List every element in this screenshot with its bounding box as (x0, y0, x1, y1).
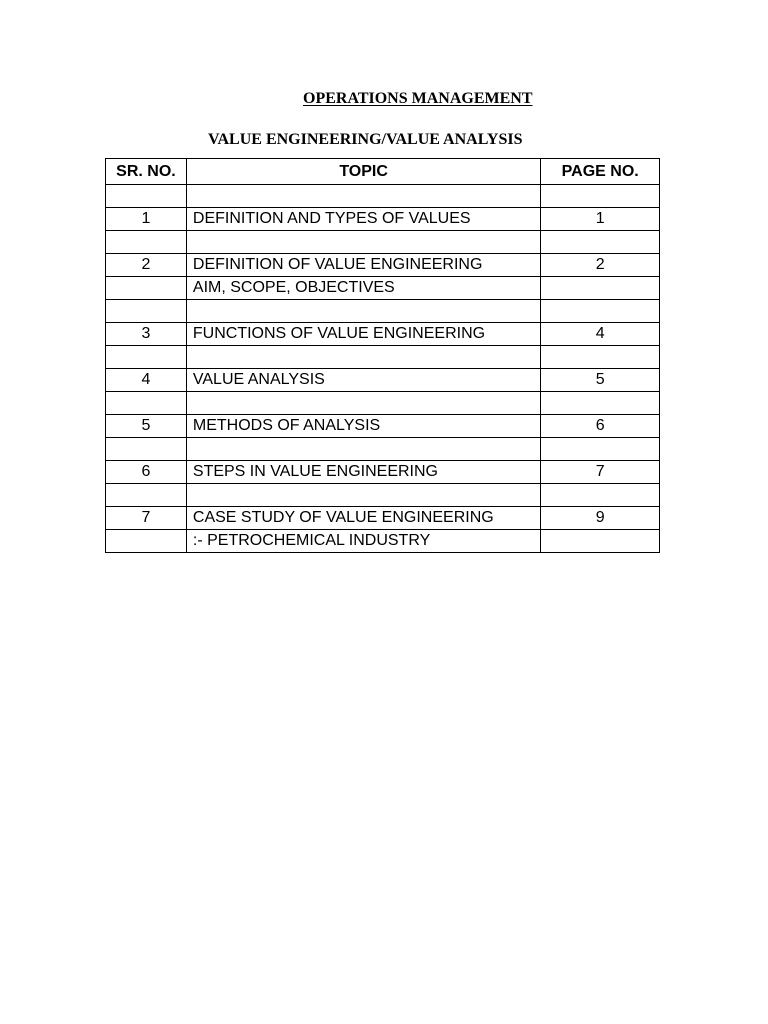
row-sr-no-cell: 7 (106, 507, 187, 530)
row-topic-cell: :- PETROCHEMICAL INDUSTRY (186, 530, 540, 553)
row-sr-no-cell: 5 (106, 415, 187, 438)
table-row (106, 507, 660, 530)
row-sr-no-cell (106, 346, 187, 369)
row-sr-no-cell: 3 (106, 323, 187, 346)
row-page-no-cell: 1 (541, 208, 660, 231)
row-page-no-cell (541, 277, 660, 300)
table-row (106, 369, 660, 392)
row-topic-cell: DEFINITION OF VALUE ENGINEERING (186, 254, 540, 277)
document-title: OPERATIONS MANAGEMENT (303, 90, 533, 107)
row-topic-cell (186, 300, 540, 323)
table-row (106, 484, 660, 507)
table-row (106, 300, 660, 323)
row-page-no-cell: 7 (541, 461, 660, 484)
row-page-no-cell (541, 392, 660, 415)
table-row (106, 323, 660, 346)
row-topic-cell: METHODS OF ANALYSIS (186, 415, 540, 438)
row-sr-no-cell (106, 438, 187, 461)
row-page-no-cell (541, 530, 660, 553)
row-page-no-cell (541, 438, 660, 461)
row-topic-cell: AIM, SCOPE, OBJECTIVES (186, 277, 540, 300)
row-topic-cell (186, 438, 540, 461)
row-sr-no-cell: 4 (106, 369, 187, 392)
row-topic-cell (186, 231, 540, 254)
contents-table (105, 158, 660, 553)
row-topic-cell: FUNCTIONS OF VALUE ENGINEERING (186, 323, 540, 346)
header-topic: TOPIC (186, 159, 540, 185)
table-row (106, 392, 660, 415)
row-page-no-cell: 9 (541, 507, 660, 530)
row-sr-no-cell (106, 277, 187, 300)
row-sr-no-cell: 1 (106, 208, 187, 231)
row-page-no-cell: 5 (541, 369, 660, 392)
document-subtitle: VALUE ENGINEERING/VALUE ANALYSIS (208, 131, 523, 148)
row-sr-no-cell (106, 530, 187, 553)
row-page-no-cell (541, 231, 660, 254)
table-row (106, 277, 660, 300)
row-topic-cell (186, 185, 540, 208)
header-sr-no: SR. NO. (106, 159, 187, 185)
row-page-no-cell (541, 185, 660, 208)
row-sr-no-cell (106, 484, 187, 507)
row-topic-cell: DEFINITION AND TYPES OF VALUES (186, 208, 540, 231)
row-sr-no-cell: 6 (106, 461, 187, 484)
row-page-no-cell (541, 300, 660, 323)
row-topic-cell (186, 346, 540, 369)
table-row (106, 530, 660, 553)
row-page-no-cell: 4 (541, 323, 660, 346)
row-topic-cell: STEPS IN VALUE ENGINEERING (186, 461, 540, 484)
row-sr-no-cell (106, 300, 187, 323)
row-page-no-cell (541, 484, 660, 507)
header-page-no: PAGE NO. (541, 159, 660, 185)
table-header-row (106, 159, 660, 185)
table-row (106, 231, 660, 254)
row-sr-no-cell: 2 (106, 254, 187, 277)
row-page-no-cell: 6 (541, 415, 660, 438)
table-row (106, 208, 660, 231)
row-sr-no-cell (106, 185, 187, 208)
table-row (106, 461, 660, 484)
table-row (106, 185, 660, 208)
row-sr-no-cell (106, 231, 187, 254)
row-topic-cell (186, 484, 540, 507)
row-page-no-cell: 2 (541, 254, 660, 277)
table-row (106, 346, 660, 369)
row-page-no-cell (541, 346, 660, 369)
table-row (106, 254, 660, 277)
row-topic-cell: CASE STUDY OF VALUE ENGINEERING (186, 507, 540, 530)
table-row (106, 438, 660, 461)
table-body (106, 185, 660, 553)
row-topic-cell: VALUE ANALYSIS (186, 369, 540, 392)
row-topic-cell (186, 392, 540, 415)
table-row (106, 415, 660, 438)
row-sr-no-cell (106, 392, 187, 415)
